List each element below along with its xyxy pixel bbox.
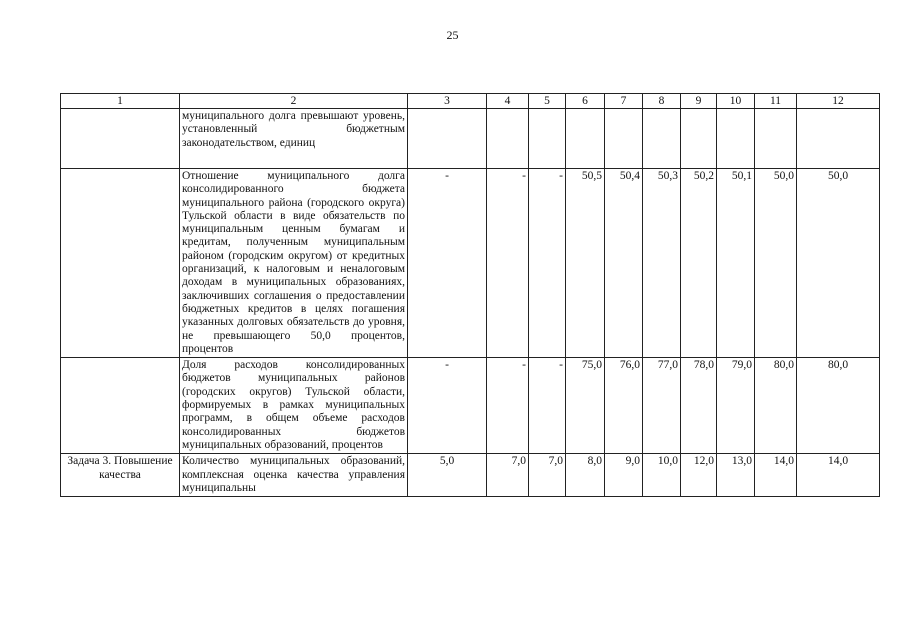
header-cell: 4 xyxy=(487,94,529,109)
value-cell: 80,0 xyxy=(797,358,880,454)
value-cell: 78,0 xyxy=(681,358,717,454)
value-cell: 77,0 xyxy=(643,358,681,454)
value-cell: 9,0 xyxy=(605,454,643,497)
header-cell: 12 xyxy=(797,94,880,109)
value-cell xyxy=(755,109,797,169)
value-cell: 50,0 xyxy=(797,169,880,358)
page-number: 25 xyxy=(446,28,459,42)
value-cell xyxy=(717,109,755,169)
value-cell xyxy=(797,109,880,169)
value-cell: 10,0 xyxy=(643,454,681,497)
header-cell: 2 xyxy=(180,94,408,109)
value-cell: 50,2 xyxy=(681,169,717,358)
task-cell: Задача 3. Повышение качества xyxy=(61,454,180,497)
value-cell: - xyxy=(487,169,529,358)
header-cell: 5 xyxy=(529,94,566,109)
value-cell: 14,0 xyxy=(797,454,880,497)
table-row xyxy=(61,169,880,358)
value-cell xyxy=(487,109,529,169)
header-cell: 9 xyxy=(681,94,717,109)
value-cell: 50,5 xyxy=(566,169,605,358)
value-cell: - xyxy=(408,169,487,358)
task-cell xyxy=(61,109,180,169)
header-cell: 1 xyxy=(61,94,180,109)
value-cell: 5,0 xyxy=(408,454,487,497)
value-cell: - xyxy=(487,358,529,454)
indicator-description: Отношение муниципального долга консолидированного бюджета муниципального района (городского округа) Тульской области в виде обязательств по муниципальным ценным бумагам и кредитам, полученным муниципальным районом (городским округом) от кредитных организаций, к налоговым и неналоговым доходам в муниципальных образованиях, заключивших соглашения о предоставлении бюджетных кредитов в целях погашения указанных долговых обязательств до уровня, не превышающего 50,0 процентов, процентов xyxy=(180,169,408,358)
header-cell: 3 xyxy=(408,94,487,109)
header-cell: 7 xyxy=(605,94,643,109)
value-cell: 80,0 xyxy=(755,358,797,454)
task-cell xyxy=(61,169,180,358)
value-cell xyxy=(681,109,717,169)
value-cell: 76,0 xyxy=(605,358,643,454)
value-cell: - xyxy=(529,169,566,358)
task-cell xyxy=(61,358,180,454)
value-cell: 50,3 xyxy=(643,169,681,358)
value-cell: 79,0 xyxy=(717,358,755,454)
table-row xyxy=(61,358,880,454)
value-cell: 8,0 xyxy=(566,454,605,497)
table-row xyxy=(61,454,880,497)
indicator-description: муниципального долга превышают уровень, установленный бюджетным законодательством, единиц xyxy=(180,109,408,169)
header-cell: 11 xyxy=(755,94,797,109)
value-cell: 7,0 xyxy=(487,454,529,497)
value-cell: 75,0 xyxy=(566,358,605,454)
value-cell: 13,0 xyxy=(717,454,755,497)
header-cell: 6 xyxy=(566,94,605,109)
value-cell xyxy=(605,109,643,169)
value-cell xyxy=(566,109,605,169)
indicator-description: Количество муниципальных образований, комплексная оценка качества управления муниципальны xyxy=(180,454,408,497)
header-row xyxy=(61,94,880,109)
value-cell: - xyxy=(529,358,566,454)
value-cell: 50,0 xyxy=(755,169,797,358)
value-cell: 50,1 xyxy=(717,169,755,358)
value-cell xyxy=(643,109,681,169)
table-row xyxy=(61,109,880,169)
header-cell: 8 xyxy=(643,94,681,109)
value-cell: 14,0 xyxy=(755,454,797,497)
value-cell: 50,4 xyxy=(605,169,643,358)
value-cell: - xyxy=(408,358,487,454)
value-cell: 12,0 xyxy=(681,454,717,497)
indicator-description: Доля расходов консолидированных бюджетов муниципальных районов (городских округов) Тульской области, формируемых в рамках муниципальных программ, в общем объеме расходов консолидированных бюджетов муниципальных образований, процентов xyxy=(180,358,408,454)
header-cell: 10 xyxy=(717,94,755,109)
value-cell xyxy=(408,109,487,169)
indicators-table xyxy=(60,93,880,497)
value-cell: 7,0 xyxy=(529,454,566,497)
value-cell xyxy=(529,109,566,169)
